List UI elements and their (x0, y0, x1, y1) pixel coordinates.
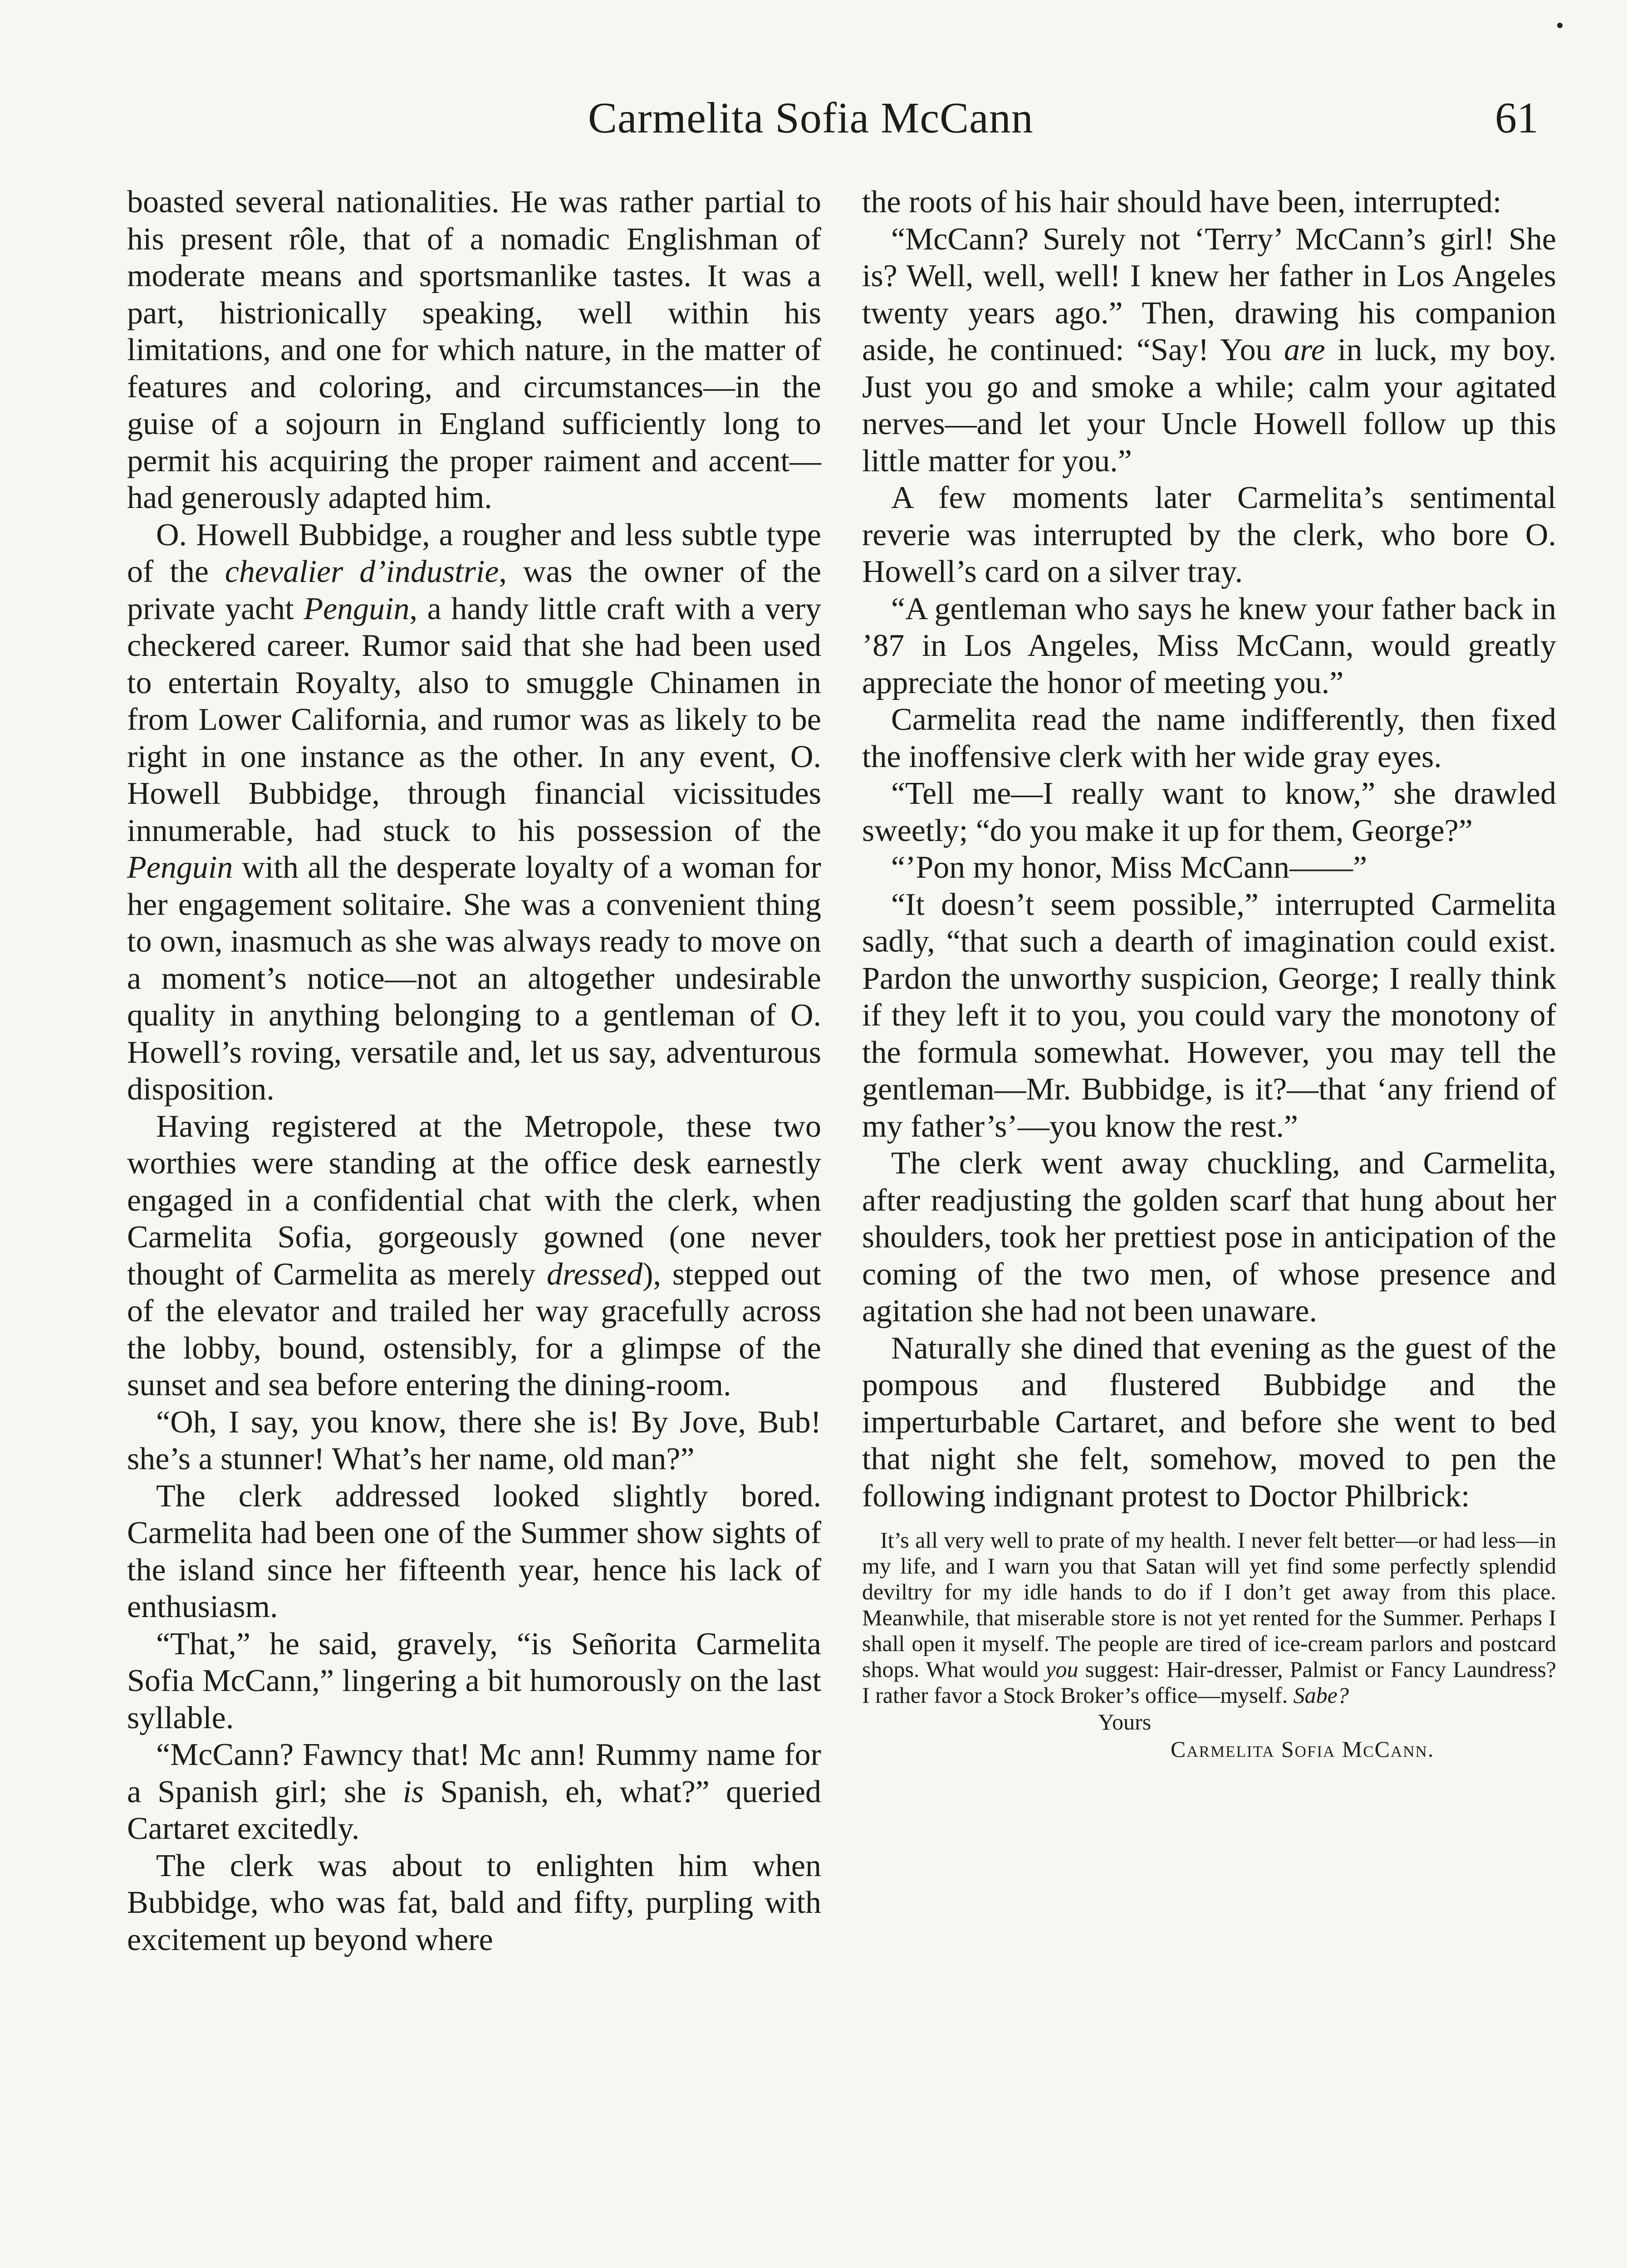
paragraph: “It doesn’t seem possible,” interrupted Carmelita sadly, “that such a dearth of imagination could exist. Pardon the unworthy suspicion, George; I really think if they left it to you, you could vary the monotony of the formula somewhat. However, you may tell the gentleman—Mr. Bubbidge, is it?—that ‘any friend of my father’s’—you know the rest.” (862, 887, 1556, 1144)
ink-speck (1557, 23, 1563, 28)
paragraph: The clerk went away chuckling, and Carmelita, after readjusting the golden scarf that hung about her shoulders, took her prettiest pose in anticipation of the coming of the two men, of whose presence and agitation she had not been unaware. (862, 1146, 1556, 1329)
letter-body: It’s all very well to prate of my health. I never felt better—or had less—in my life, and I warn you that Satan will yet find some perfectly splendid deviltry for my idle hands to do if I don’t get away from this place. Meanwhile, that miserable store is not yet rented for the Summer. Perhaps I shall open it myself. The people are tired of ice-cream parlors and postcard shops. What would you suggest: Hair-dresser, Palmist or Fancy Laundress? I rather favor a Stock Broker’s office—myself. Sabe? (862, 1527, 1556, 1708)
paragraph: “McCann? Fawncy that! Mc ann! Rummy name for a Spanish girl; she is Spanish, eh, what?” queried Cartaret excitedly. (127, 1737, 821, 1846)
letter-closing: Yours (1098, 1709, 1152, 1735)
paragraph: “Tell me—I really want to know,” she drawled sweetly; “do you make it up for them, George?” (862, 776, 1556, 848)
letter (862, 1527, 1556, 1763)
paragraph: Carmelita read the name indifferently, then fixed the inoffensive clerk with her wide gray eyes. (862, 702, 1556, 774)
letter-signature: Carmelita Sofia McCann. (1171, 1736, 1435, 1762)
right-column (862, 184, 1556, 1763)
paragraph: O. Howell Bubbidge, a rougher and less subtle type of the chevalier d’industrie, was the owner of the private yacht Penguin, a handy little craft with a very checkered career. Rumor said that she had been used to entertain Royalty, also to smuggle Chinamen in from Lower California, and rumor was as likely to be right in one instance as the other. In any event, O. Howell Bubbidge, through financial vicissitudes innumerable, had stuck to his possession of the Penguin with all the desperate loyalty of a woman for her engagement solitaire. She was a convenient thing to own, inasmuch as she was always ready to move on a moment’s notice—not an altogether undesirable quality in anything belonging to a gentleman of O. Howell’s roving, versatile and, let us say, adventurous disposition. (127, 517, 822, 1107)
paragraph: “A gentleman who says he knew your father back in ’87 in Los Angeles, Miss McCann, would greatly appreciate the honor of meeting you.” (862, 591, 1556, 700)
right-column-paragraphs (862, 184, 1556, 1515)
paragraph: The clerk addressed looked slightly bored. Carmelita had been one of the Summer show sights of the island since her fifteenth year, hence his lack of enthusiasm. (127, 1478, 821, 1624)
paragraph: “’Pon my honor, Miss McCann——” (891, 850, 1367, 885)
running-title: Carmelita Sofia McCann (588, 93, 1034, 142)
paragraph: “That,” he said, gravely, “is Señorita Carmelita Sofia McCann,” lingering a bit humorously on the last syllable. (127, 1626, 821, 1735)
paragraph: “Oh, I say, you know, there she is! By Jove, Bub! she’s a stunner! What’s her name, old man?” (127, 1404, 821, 1476)
paragraph: The clerk was about to enlighten him when Bubbidge, who was fat, bald and fifty, purpling with excitement up beyond where (127, 1848, 821, 1957)
paragraph: the roots of his hair should have been, interrupted: (862, 185, 1502, 220)
paragraph: boasted several nationalities. He was rather partial to his present rôle, that of a nomadic Englishman of moderate means and sportsmanlike tastes. It was a part, histrionically speaking, well within his limitations, and one for which nature, in the matter of features and coloring, and circumstances—in the guise of a sojourn in England sufficiently long to permit his acquiring the proper raiment and accent—had generously adapted him. (127, 185, 821, 515)
paragraph: “McCann? Surely not ‘Terry’ McCann’s girl! She is? Well, well, well! I knew her father in Los Angeles twenty years ago.” Then, drawing his companion aside, he continued: “Say! You are in luck, my boy. Just you go and smoke a while; calm your agitated nerves—and let your Uncle Howell follow up this little matter for you.” (862, 221, 1556, 479)
left-column (127, 184, 821, 1958)
paragraph: Having registered at the Metropole, these two worthies were standing at the office desk earnestly engaged in a confidential chat with the clerk, when Carmelita Sofia, gorgeously gowned (one never thought of Carmelita as merely dressed), stepped out of the elevator and trailed her way gracefully across the lobby, bound, ostensibly, for a glimpse of the sunset and sea before entering the dining-room. (127, 1109, 821, 1403)
paragraph: Naturally she dined that evening as the guest of the pompous and flustered Bubbidge and the imperturbable Cartaret, and before she went to bed that night she felt, somehow, moved to pen the following indignant protest to Doctor Philbrick: (862, 1330, 1556, 1514)
page-number: 61 (1495, 93, 1539, 142)
paragraph: A few moments later Carmelita’s sentimental reverie was interrupted by the clerk, who bore O. Howell’s card on a silver tray. (862, 480, 1556, 589)
